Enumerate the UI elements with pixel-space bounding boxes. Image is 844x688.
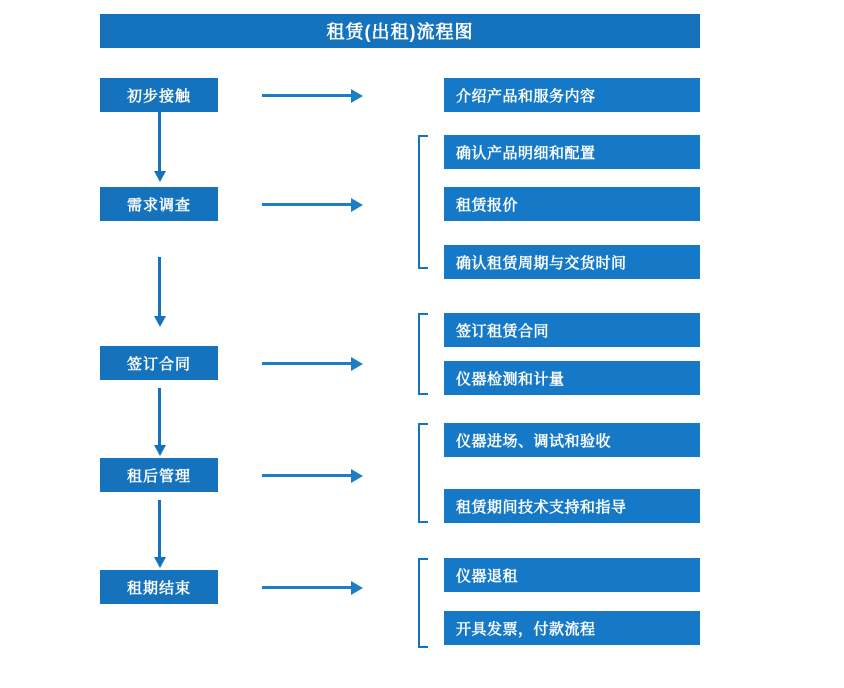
detail-box-2: 确认产品明细和配置 [444, 135, 700, 169]
arrow-stage-4-to-details [262, 474, 352, 477]
arrow-stage-1-to-2 [158, 112, 161, 172]
arrow-stage-1-to-details [262, 94, 352, 97]
arrow-stage-5-to-details [262, 586, 352, 589]
detail-box-1: 介绍产品和服务内容 [444, 78, 700, 112]
bracket-group-3 [418, 313, 428, 395]
stage-box-1: 初步接触 [100, 78, 218, 112]
detail-box-4: 确认租赁周期与交货时间 [444, 245, 700, 279]
stage-box-5: 租期结束 [100, 570, 218, 604]
detail-box-9: 仪器退租 [444, 558, 700, 592]
bracket-group-4 [418, 423, 428, 523]
detail-box-6: 仪器检测和计量 [444, 361, 700, 395]
stage-box-2: 需求调查 [100, 187, 218, 221]
bracket-group-2 [418, 135, 428, 269]
arrow-stage-2-to-details [262, 203, 352, 206]
arrow-stage-3-to-4 [158, 388, 161, 446]
arrow-stage-2-to-3 [158, 257, 161, 317]
detail-box-3: 租赁报价 [444, 187, 700, 221]
detail-box-8: 租赁期间技术支持和指导 [444, 489, 700, 523]
stage-box-3: 签订合同 [100, 346, 218, 380]
detail-box-5: 签订租赁合同 [444, 313, 700, 347]
stage-box-4: 租后管理 [100, 458, 218, 492]
page-title: 租赁(出租)流程图 [100, 14, 700, 48]
detail-box-10: 开具发票，付款流程 [444, 611, 700, 645]
arrow-stage-3-to-details [262, 362, 352, 365]
bracket-group-5 [418, 558, 428, 648]
detail-box-7: 仪器进场、调试和验收 [444, 423, 700, 457]
arrow-stage-4-to-5 [158, 500, 161, 558]
